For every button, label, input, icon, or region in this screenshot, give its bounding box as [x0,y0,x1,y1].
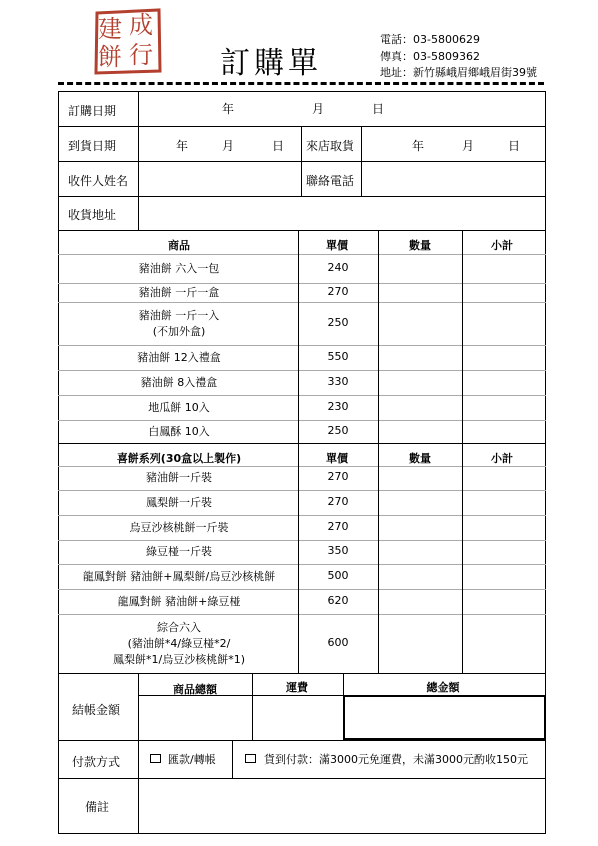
gift-qty-header: 數量 [409,452,431,465]
price-header: 單價 [326,239,348,252]
product-price: 270 [327,284,349,298]
product-total-label: 商品總額 [173,683,217,696]
product-price: 250 [327,423,349,437]
divider [232,740,233,778]
order-date-label: 訂購日期 [68,104,117,118]
product-name: 豬油餅 12入禮盒 [137,350,221,364]
divider [58,778,546,779]
divider [58,740,546,741]
arrival-month-label: 月 [222,139,235,153]
row-divider [58,370,546,371]
seal-char: 成 [129,11,153,39]
product-price: 600 [327,635,349,649]
row-divider [58,515,546,516]
row-divider [58,420,546,421]
divider [58,196,546,197]
transfer-option-label: 匯款/轉帳 [168,753,216,766]
product-name: 豬油餅 一斤一盒 [138,285,220,299]
contact-address: 地址：新竹縣峨眉鄉峨眉街39號 [380,66,537,79]
row-divider [58,614,546,615]
address-label: 收貨地址 [68,208,117,222]
divider [301,126,302,196]
divider [298,230,299,673]
product-price: 250 [327,315,349,329]
pickup-month-label: 月 [462,139,475,153]
divider [58,126,546,127]
arrival-date-label: 到貨日期 [68,139,117,153]
product-price: 230 [327,399,349,413]
product-price: 550 [327,349,349,363]
divider [138,673,139,834]
pickup-year-label: 年 [412,139,425,153]
product-header: 商品 [168,239,190,252]
product-name: 豬油餅一斤裝 [146,471,212,484]
order-year-label: 年 [222,102,235,116]
product-name: 白鳳酥 10入 [148,424,210,438]
order-day-label: 日 [372,102,385,116]
divider [361,126,362,196]
divider [58,161,546,162]
product-name: 地瓜餅 10入 [148,400,210,414]
divider [138,695,344,696]
product-name: 龍鳳對餅 豬油餅+鳳梨餅/烏豆沙核桃餅 [82,569,276,583]
grand-total-label: 總金額 [426,681,460,694]
seal-char: 餅 [98,43,122,71]
row-divider [58,283,546,284]
product-price: 620 [327,593,349,607]
cod-option-label: 貨到付款：滿3000元免運費，未滿3000元酌收150元 [264,753,528,766]
seal-char: 建 [98,15,122,43]
product-name: 豬油餅 8入禮盒 [140,375,218,389]
divider [252,673,253,740]
arrival-year-label: 年 [176,139,189,153]
row-divider [58,540,546,541]
row-divider [58,395,546,396]
product-name: 綜合六入 (豬油餅*4/綠豆椪*2/ 鳳梨餅*1/烏豆沙核桃餅*1) [113,620,245,666]
row-divider [58,589,546,590]
phone-label: 聯絡電話 [306,174,355,188]
product-name: 豬油餅 一斤一入 (不加外盒) [138,308,220,338]
row-divider [58,490,546,491]
product-price: 350 [327,544,349,557]
divider [378,230,379,673]
recipient-label: 收件人姓名 [68,174,129,188]
gift-product-header: 喜餅系列(30盒以上製作) [116,452,242,465]
product-price: 270 [327,494,349,508]
subtotal-header: 小計 [491,239,513,252]
divider [138,91,139,230]
company-seal [93,7,163,75]
grand-total-field[interactable] [343,695,546,740]
payment-label: 付款方式 [72,755,121,769]
product-price: 240 [327,260,349,274]
shipping-label: 運費 [286,681,308,694]
divider [462,230,463,673]
checkout-label: 結帳金額 [72,703,121,717]
divider [58,466,546,467]
product-price: 330 [327,374,349,388]
row-divider [58,302,546,303]
row-divider [58,345,546,346]
product-name: 烏豆沙核桃餅一斤裝 [129,520,229,534]
product-price: 270 [327,470,349,483]
product-name: 綠豆椪一斤裝 [146,545,212,558]
product-price: 500 [327,568,349,582]
contact-fax: 傳真：03-5809362 [380,50,480,63]
gift-subtotal-header: 小計 [491,452,513,465]
divider [58,443,546,444]
gift-price-header: 單價 [326,452,348,465]
qty-header: 數量 [409,239,431,252]
product-name: 鳳梨餅一斤裝 [146,495,212,509]
transfer-checkbox[interactable] [150,754,161,763]
remarks-label: 備註 [85,800,110,814]
product-name: 豬油餅 六入一包 [138,261,220,275]
product-name: 龍鳳對餅 豬油餅+綠豆椪 [117,594,241,608]
pickup-label: 來店取貨 [306,139,355,153]
seal-char: 行 [129,41,153,69]
pickup-day-label: 日 [508,139,521,153]
divider [58,230,546,231]
cut-line [58,82,544,85]
cod-checkbox[interactable] [245,754,256,763]
row-divider [58,564,546,565]
order-month-label: 月 [312,102,325,116]
divider [58,254,546,255]
contact-phone: 電話：03-5800629 [380,33,480,46]
arrival-day-label: 日 [272,139,285,153]
product-price: 270 [327,519,349,533]
page-title: 訂購單 [220,46,322,81]
